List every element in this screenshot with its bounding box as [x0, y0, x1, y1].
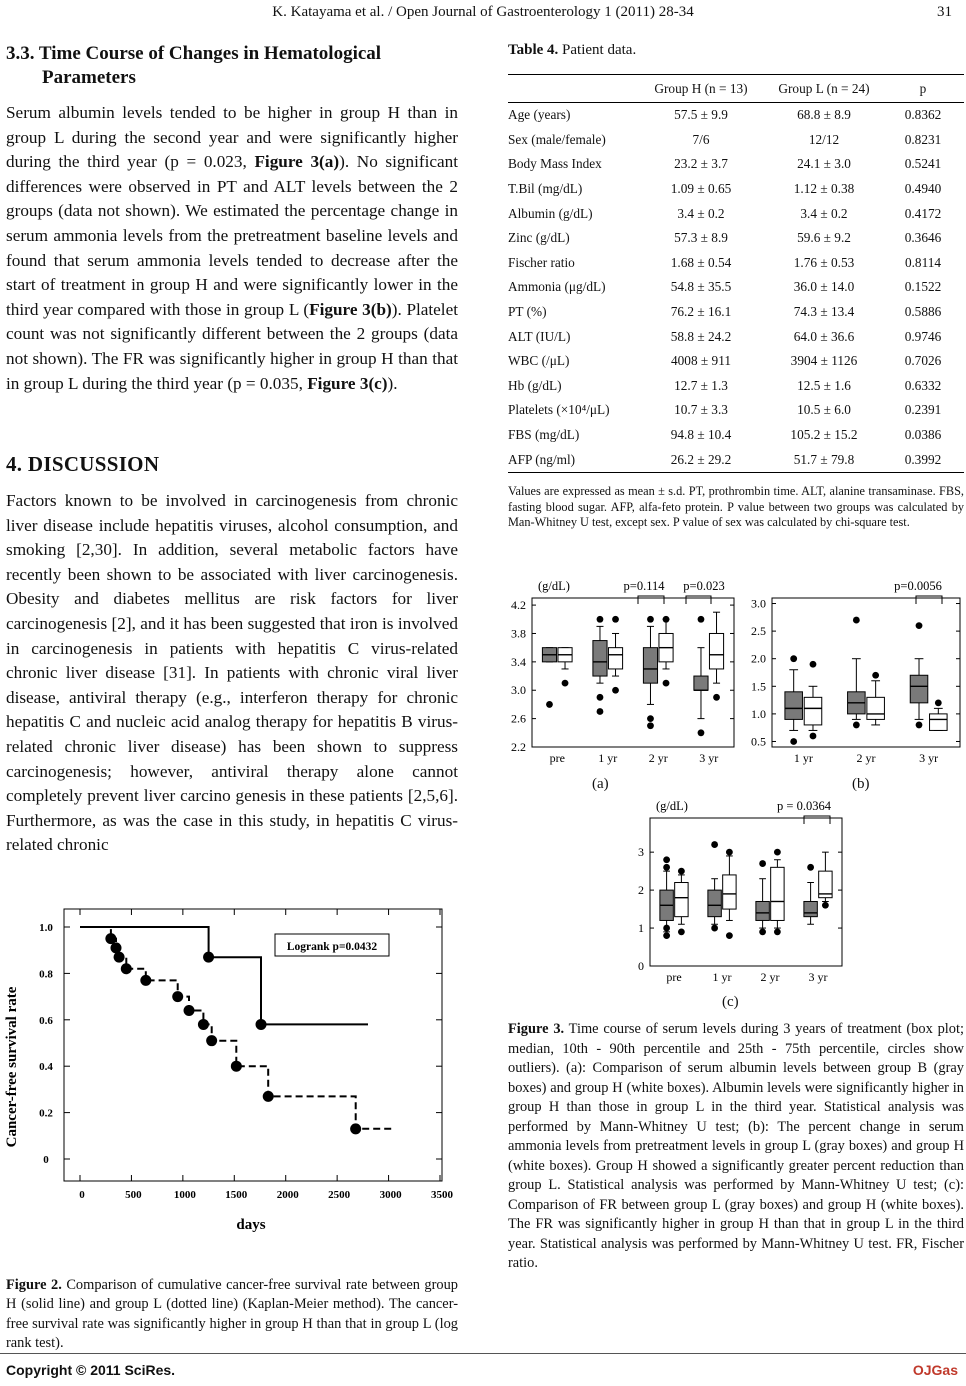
- section-3-3-heading: [6, 42, 458, 90]
- survival-curves: [80, 927, 394, 1134]
- row-label-cell: Albumin (g/dL): [508, 205, 593, 221]
- table-row: [508, 349, 964, 374]
- figure-3-caption: [508, 1020, 964, 1274]
- heading-line-2: Parameters: [42, 67, 136, 88]
- x-tick-label: 1 yr: [712, 970, 732, 984]
- value-cell: 105.2 ± 15.2: [790, 427, 858, 443]
- table-row: [508, 275, 964, 300]
- para-text: ).: [387, 373, 398, 393]
- value-cell: 0.5241: [904, 156, 942, 172]
- figure-2-caption-text: Comparison of cumulative cancer-free survival rate between group H (solid line) and group L (dotted line) (Kaplan-Meier method). The cancer-free survival rate was significantly higher in group H than that in group L (log rank test).: [6, 1277, 458, 1351]
- table-row: [508, 177, 964, 202]
- row-label-cell: Age (years): [508, 107, 571, 123]
- outlier-point: [790, 738, 797, 745]
- page-number: 31: [937, 4, 952, 20]
- x-tick-label: 1 yr: [598, 751, 618, 765]
- value-cell: 3.4 ± 0.2: [800, 205, 848, 221]
- value-cell: 0.8231: [904, 131, 942, 147]
- row-label-cell: Sex (male/female): [508, 131, 606, 147]
- row-label-cell: T.Bil (mg/dL): [508, 181, 583, 197]
- figure-2-label: Figure 2.: [6, 1277, 62, 1293]
- x-tick-labels: [79, 1189, 453, 1201]
- table-row: [508, 423, 964, 448]
- section-3-3: [6, 42, 458, 396]
- section-4-paragraph: Factors known to be involved in carcinogenesis from chronic liver disease include hepatitis viruses, alcohol consumption, and smoking [2,30]. In addition, several metabolic factors have recently been shown to be associated with liver carcinogenesis. Obesity and diabetes mellitus are risk factors for liver carcinogenesis [2], and it has been suggested that iron is involved in carcinogenesis in patients with hepatitis C virus-related chronic liver disease [31]. In patients with chronic viral liver disease, antiviral therapy (e.g., interferon therapy for chronic hepatitis C and nucleic acid analog therapy for hepatitis B virus-related chronic liver disease) has been shown to suppress carcinogenesis; however, antiviral therapy alone cannot completely prevent liver carcino genesis in these patients [2,5,6]. Furthermore, as was the case in this study, in hepatitis C virus-related chronic: [6, 491, 458, 855]
- outlier-point: [546, 701, 553, 708]
- x-tick-label: 0: [79, 1189, 85, 1201]
- outlier-point: [663, 932, 670, 939]
- figure-2-caption: [6, 1276, 458, 1353]
- value-cell: 0.9746: [904, 328, 942, 344]
- para-text: ). No significant differences were observed in PT and ALT levels between the 2 groups (data not shown). We estimated the percentage change in serum ammonia levels from the pretreatment baseline levels and found that serum ammonia levels tended to decrease after the start of treatment in group H and were significantly lower in the third year compared with those in group L (: [6, 152, 458, 319]
- outlier-point: [612, 687, 619, 694]
- x-tick-label: 500: [125, 1189, 142, 1201]
- table-row: [508, 398, 964, 423]
- table-row: [508, 152, 964, 177]
- x-axis-label: days: [236, 1217, 266, 1233]
- outlier-point: [810, 733, 817, 740]
- running-title: K. Katayama et al. / Open Journal of Gastroenterology 1 (2011) 28-34: [272, 4, 694, 20]
- panel-label-b: (b): [852, 776, 870, 792]
- panel-label-a: (a): [592, 776, 609, 792]
- x-tick-label: 2500: [328, 1189, 351, 1201]
- outlier-point: [774, 849, 781, 856]
- row-label-cell: Body Mass Index: [508, 156, 602, 172]
- value-cell: 54.8 ± 35.5: [670, 279, 732, 295]
- value-cell: 0.3646: [904, 230, 942, 246]
- figure-3-caption-text: Time course of serum levels during 3 years of treatment (box plot; median, 10th - 90th percentile and 25th - 75th percentile, circles show outliers). (a): Comparison of serum albumin levels between group B (gray boxes) and group H (white boxes). Albumin levels were significantly higher in group H than those in group L in the third year. Statistical analysis was performed by Mann-Whitney U test; (b): The percent change in serum ammonia levels from pretreatment levels in group L (gray boxes) and group H (white boxes). Group H showed a significantly greater percent reduction than group L. Statistical analysis was performed by Mann-Whitney U test; (c): Comparison of FR between group L (gray boxes) and group H (white boxes). The FR was significantly higher in group H than that in group L in the third year. Statistical analysis was performed by Mann-Whitney U test. FR, Fischer ratio.: [508, 1021, 964, 1271]
- x-tick-label: 2000: [276, 1189, 299, 1201]
- outlier-point: [678, 868, 685, 875]
- x-tick-label: 1000: [173, 1189, 196, 1201]
- outlier-point: [647, 722, 654, 729]
- value-cell: 1.76 ± 0.53: [793, 254, 855, 270]
- section-3-3-paragraph: [6, 101, 458, 396]
- footer-rule: [0, 1353, 966, 1354]
- value-cell: 0.0386: [904, 427, 942, 443]
- y-tick-label: 3.0: [751, 596, 766, 611]
- value-cell: 57.3 ± 8.9: [674, 230, 728, 246]
- value-cell: 0.4940: [904, 181, 942, 197]
- section-4-heading: 4. DISCUSSION: [6, 452, 160, 476]
- heading-line-1: 3.3. Time Course of Changes in Hematological: [6, 43, 382, 64]
- value-cell: 12.5 ± 1.6: [797, 377, 851, 393]
- outlier-point: [807, 864, 814, 871]
- outlier-point: [759, 928, 766, 935]
- table-4-caption: [508, 42, 964, 59]
- table-row: [508, 251, 964, 276]
- value-cell: 0.8114: [904, 254, 942, 270]
- outlier-point: [822, 902, 829, 909]
- table-4-caption-text: Patient data.: [562, 42, 637, 58]
- value-cell: 3904 ± 1126: [790, 353, 858, 369]
- table-header-row: [508, 75, 964, 103]
- event-marker: [198, 1019, 209, 1030]
- outlier-point: [853, 617, 860, 624]
- header-cell: [508, 75, 636, 103]
- box: [771, 867, 784, 920]
- outlier-point: [698, 616, 705, 623]
- row-label-cell: Ammonia (μg/dL): [508, 279, 606, 295]
- y-tick-label: 2: [638, 883, 644, 898]
- value-cell: 26.2 ± 29.2: [636, 447, 766, 472]
- header-cell: Group L (n = 24): [766, 75, 882, 103]
- outlier-point: [663, 925, 670, 932]
- box: [709, 633, 723, 668]
- value-cell: 0.8362: [904, 107, 942, 123]
- value-cell: 3.4 ± 0.2: [677, 205, 725, 221]
- box: [723, 875, 736, 909]
- value-cell: 68.8 ± 8.9: [797, 107, 851, 123]
- p-value-annotation: p = 0.0364: [777, 799, 831, 813]
- table-row: [508, 103, 964, 128]
- y-unit-label: (g/dL): [656, 799, 688, 813]
- row-label-cell: AFP (ng/ml): [508, 447, 636, 472]
- table-4-note: Values are expressed as mean ± s.d. PT, prothrombin time. ALT, alanine transaminase. FBS, fasting blood sugar. AFP, alfa-feto protein. P value between two groups was calculated by Man-Whitney U test, except sex. P value of sex was calculated by chi-square test.: [508, 484, 964, 529]
- y-axis-label: Cancer-free survival rate: [4, 986, 20, 1148]
- table-row: [508, 324, 964, 349]
- event-marker: [350, 1123, 361, 1134]
- row-label-cell: Zinc (g/dL): [508, 230, 570, 246]
- outlier-point: [663, 856, 670, 863]
- para-text: Serum albumin levels tended to be higher in group H than in group L during the second year and were significantly higher during the third year (p = 0.023,: [6, 103, 458, 172]
- table-4-label: Table 4.: [508, 42, 559, 58]
- value-cell: 94.8 ± 10.4: [670, 427, 732, 443]
- x-tick-label: 3000: [379, 1189, 402, 1201]
- row-label-cell: PT (%): [508, 304, 547, 320]
- box: [694, 676, 708, 690]
- value-cell: 57.5 ± 9.9: [674, 107, 728, 123]
- figure-3c-chart: [620, 796, 846, 988]
- panel-label-c: (c): [722, 994, 739, 1010]
- value-cell: 0.6332: [904, 377, 942, 393]
- footer-journal: OJGas: [912, 1362, 958, 1378]
- outlier-point: [726, 932, 733, 939]
- outlier-point: [790, 655, 797, 662]
- event-marker: [206, 1035, 217, 1046]
- x-tick-label: 3 yr: [808, 970, 828, 984]
- x-tick-label: 3500: [431, 1189, 453, 1201]
- table-row: [508, 374, 964, 399]
- value-cell: 4008 ± 911: [671, 353, 731, 369]
- outlier-point: [678, 928, 685, 935]
- header-cell: Group H (n = 13): [636, 75, 766, 103]
- value-cell: 0.5886: [904, 304, 942, 320]
- row-label-cell: FBS (mg/dL): [508, 427, 580, 443]
- outlier-point: [711, 841, 718, 848]
- value-cell: 0.2391: [904, 402, 942, 418]
- table-row: [508, 300, 964, 325]
- outlier-point: [597, 694, 604, 701]
- row-label-cell: ALT (IU/L): [508, 328, 571, 344]
- value-cell: 1.09 ± 0.65: [670, 181, 732, 197]
- x-tick-label: 2 yr: [856, 751, 876, 765]
- patient-data-table: [508, 74, 964, 473]
- table-row: [508, 201, 964, 226]
- y-tick-label: 3.8: [511, 626, 526, 641]
- y-tick-label: 3.0: [511, 683, 526, 698]
- table-row: [508, 447, 964, 472]
- p-value-annotation: p=0.023: [683, 579, 725, 593]
- x-tick-label: 2 yr: [760, 970, 780, 984]
- x-tick-label: pre: [666, 970, 682, 984]
- value-cell: 36.0 ± 14.0: [793, 279, 855, 295]
- y-tick-label: 1.0: [39, 922, 53, 934]
- significance-bracket: [638, 596, 664, 604]
- value-cell: 58.8 ± 24.2: [670, 328, 732, 344]
- x-tick-label: pre: [549, 751, 565, 765]
- row-label-cell: WBC (/μL): [508, 353, 570, 369]
- outlier-point: [698, 729, 705, 736]
- event-marker: [140, 975, 151, 986]
- value-cell: 7/6: [692, 131, 710, 147]
- figure-ref-3b[interactable]: Figure 3(b): [309, 299, 392, 319]
- figure-3-label: Figure 3.: [508, 1021, 565, 1037]
- box: [867, 697, 885, 719]
- y-tick-label: 0.6: [39, 1014, 53, 1027]
- box: [785, 692, 803, 720]
- event-marker: [231, 1061, 242, 1072]
- outlier-point: [759, 860, 766, 867]
- header-cell: p: [882, 75, 964, 103]
- value-cell: 0.4172: [904, 205, 942, 221]
- value-cell: 0.3992: [882, 447, 964, 472]
- y-tick-label: 1.5: [751, 679, 766, 694]
- outlier-point: [774, 928, 781, 935]
- figure-ref-3c[interactable]: Figure 3(c): [307, 373, 388, 393]
- box: [675, 883, 688, 917]
- box: [804, 697, 822, 725]
- value-cell: 74.3 ± 13.4: [793, 304, 855, 320]
- p-value-annotation: p=0.0056: [894, 579, 942, 593]
- value-cell: 1.12 ± 0.38: [793, 181, 855, 197]
- outlier-point: [597, 616, 604, 623]
- significance-bracket: [686, 596, 711, 604]
- section-4: [6, 452, 458, 858]
- value-cell: 1.68 ± 0.54: [670, 254, 732, 270]
- y-tick-label: 0.4: [39, 1061, 53, 1074]
- y-tick-label: 1.0: [751, 706, 766, 721]
- row-label-cell: Platelets (×10⁴/μL): [508, 402, 610, 418]
- x-tick-label: 3 yr: [919, 751, 939, 765]
- footer-copyright: Copyright © 2011 SciRes.: [6, 1362, 176, 1378]
- value-cell: 10.5 ± 6.0: [797, 402, 851, 418]
- box: [708, 890, 721, 917]
- y-tick-label: 0.2: [39, 1107, 53, 1120]
- outlier-point: [663, 680, 670, 687]
- event-marker: [105, 933, 116, 944]
- outlier-point: [711, 925, 718, 932]
- box: [593, 641, 607, 676]
- y-unit-label: (g/dL): [538, 579, 570, 593]
- y-tick-label: 2.2: [511, 740, 526, 754]
- outlier-point: [726, 849, 733, 856]
- value-cell: 0.1522: [904, 279, 942, 295]
- significance-bracket: [804, 816, 830, 824]
- y-tick-label: 0.8: [39, 968, 53, 981]
- outlier-point: [597, 708, 604, 715]
- box: [608, 648, 622, 669]
- y-tick-labels: [39, 922, 53, 1166]
- event-marker: [256, 1019, 267, 1030]
- box: [643, 648, 657, 683]
- figure-2-chart: [0, 895, 460, 1240]
- significance-bracket: [916, 596, 942, 604]
- box: [804, 901, 817, 916]
- row-label-cell: Hb (g/dL): [508, 377, 562, 393]
- value-cell: 59.6 ± 9.2: [797, 230, 851, 246]
- row-label-cell: Fischer ratio: [508, 254, 575, 270]
- y-tick-label: 3: [638, 845, 644, 860]
- figure-ref-3a[interactable]: Figure 3(a): [254, 152, 340, 172]
- y-tick-label: 4.2: [511, 598, 526, 613]
- value-cell: 76.2 ± 16.1: [670, 304, 732, 320]
- event-marker: [172, 991, 183, 1002]
- outlier-point: [663, 616, 670, 623]
- p-value-annotation: p=0.114: [623, 579, 665, 593]
- outlier-point: [916, 722, 923, 729]
- outlier-point: [612, 616, 619, 623]
- outlier-point: [853, 722, 860, 729]
- box: [930, 714, 948, 731]
- x-tick-label: 2 yr: [648, 751, 668, 765]
- outlier-point: [810, 661, 817, 668]
- y-tick-label: 3.4: [511, 654, 526, 669]
- y-tick-label: 2.0: [751, 651, 766, 666]
- event-marker: [184, 1005, 195, 1016]
- value-cell: 0.7026: [904, 353, 942, 369]
- value-cell: 12.7 ± 1.3: [674, 377, 728, 393]
- para-text: ). Platelet count was not significantly different between the 2 groups (data not shown). The FR was significantly higher in group H than that in group L during the third year (p = 0.035,: [6, 299, 458, 393]
- event-marker: [114, 952, 125, 963]
- value-cell: 12/12: [808, 131, 840, 147]
- outlier-point: [935, 699, 942, 706]
- y-tick-label: 0: [43, 1154, 49, 1166]
- event-marker: [263, 1091, 274, 1102]
- x-tick-label: 1 yr: [793, 751, 813, 765]
- y-tick-label: 1: [638, 921, 644, 936]
- y-tick-label: 2.6: [511, 711, 526, 726]
- table-row: [508, 226, 964, 251]
- y-tick-label: 2.5: [751, 624, 766, 639]
- event-marker: [121, 963, 132, 974]
- outlier-point: [647, 616, 654, 623]
- value-cell: 23.2 ± 3.7: [674, 156, 728, 172]
- outlier-point: [663, 864, 670, 871]
- outlier-point: [872, 672, 879, 679]
- value-cell: 24.1 ± 3.0: [797, 156, 851, 172]
- outlier-point: [916, 622, 923, 629]
- outlier-point: [713, 694, 720, 701]
- outlier-point: [647, 715, 654, 722]
- y-tick-label: 0: [638, 959, 644, 973]
- table-row: [508, 128, 964, 153]
- box: [756, 901, 769, 920]
- logrank-annotation: Logrank p=0.0432: [286, 941, 378, 953]
- figure-3a-chart: [506, 572, 740, 772]
- value-cell: 10.7 ± 3.3: [674, 402, 728, 418]
- box: [910, 675, 928, 703]
- value-cell: 64.0 ± 36.6: [793, 328, 855, 344]
- value-cell: 51.7 ± 79.8: [766, 447, 882, 472]
- y-tick-label: 0.5: [751, 734, 766, 749]
- figure-3b-chart: [744, 572, 966, 772]
- x-tick-label: 3 yr: [699, 751, 719, 765]
- event-marker: [203, 952, 214, 963]
- outlier-point: [562, 680, 569, 687]
- x-tick-label: 1500: [225, 1189, 248, 1201]
